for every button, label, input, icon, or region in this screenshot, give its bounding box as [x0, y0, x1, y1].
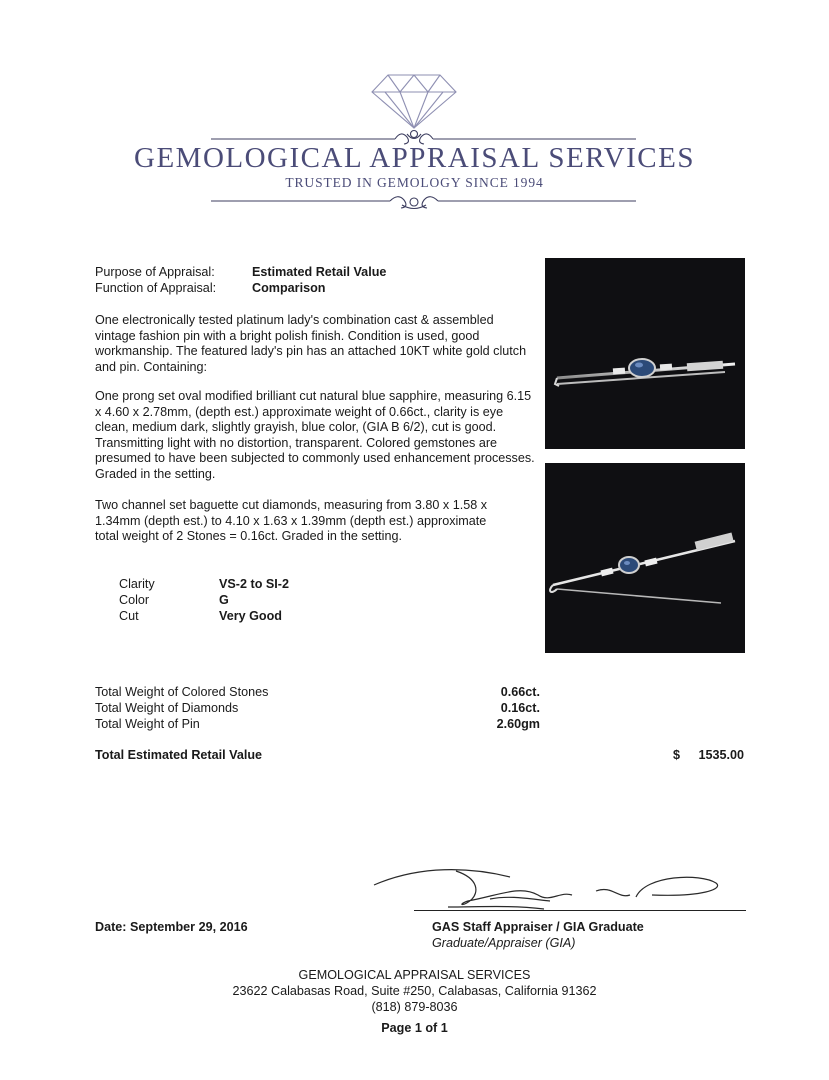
diamond-description: Two channel set baguette cut diamonds, measuring from 3.80 x 1.58 x 1.34mm (depth est.) to 4.10 x 1.63 x 1.39mm (depth est.) approximate total weight of 2 Stones = 0.16ct. Graded in the setting.	[95, 498, 488, 544]
grading-value: VS-2 to SI-2	[219, 577, 289, 591]
grading-label: Color	[119, 593, 150, 607]
weight-label: Total Weight of Diamonds	[95, 701, 239, 715]
diamond-icon	[372, 75, 456, 128]
total-label: Total Estimated Retail Value	[95, 748, 263, 762]
grading-value: Very Good	[219, 609, 282, 623]
company-name: GEMOLOGICAL APPRAISAL SERVICES	[134, 142, 695, 174]
bottom-flourish	[211, 197, 636, 209]
function-value: Comparison	[252, 281, 326, 295]
signature-line	[414, 910, 746, 911]
jewelry-photo	[545, 258, 745, 449]
appraiser-title: GAS Staff Appraiser / GIA Graduate	[432, 920, 644, 934]
weight-value: 0.66ct.	[500, 685, 540, 699]
footer-address: 23622 Calabasas Road, Suite #250, Calabasas, California 91362	[232, 984, 597, 998]
purpose-value: Estimated Retail Value	[252, 265, 387, 279]
footer-phone: (818) 879-8036	[371, 1000, 458, 1014]
signature	[360, 855, 750, 915]
grading-label: Cut	[119, 609, 139, 623]
pin-image	[545, 258, 745, 449]
total-value: 1535.00	[698, 748, 744, 762]
appraiser-subtitle: Graduate/Appraiser (GIA)	[432, 936, 576, 950]
function-label: Function of Appraisal:	[95, 281, 217, 295]
weight-label: Total Weight of Pin	[95, 717, 200, 731]
footer-company: GEMOLOGICAL APPRAISAL SERVICES	[298, 968, 531, 982]
purpose-label: Purpose of Appraisal:	[95, 265, 215, 279]
appraisal-date: Date: September 29, 2016	[95, 920, 248, 934]
jewelry-photo	[545, 463, 745, 653]
company-tagline: TRUSTED IN GEMOLOGY SINCE 1994	[285, 175, 544, 190]
grading-label: Clarity	[119, 577, 155, 591]
weight-label: Total Weight of Colored Stones	[95, 685, 269, 699]
pin-image	[545, 463, 745, 653]
currency-symbol: $	[673, 748, 681, 762]
weight-value: 0.16ct.	[500, 701, 540, 715]
grading-value: G	[219, 593, 229, 607]
sapphire-description: One prong set oval modified brilliant cut natural blue sapphire, measuring 6.15 x 4.60 x 2.78mm, (depth est.) approximate weight of 0.66ct., clarity is eye clean, medium dark, slightly grayish, blue color, (GIA B 6/2), cut is good. Transmitting light with no distortion, transparent. Colored gemstones are presumed to have been subjected to commonly used enhancement processes. Graded in the setting.	[95, 389, 535, 481]
item-description: One electronically tested platinum lady's combination cast & assembled vintage fashion pin with a bright polish finish. Condition is used, good workmanship. The featured lady's pin has an attached 10KT white gold clutch and pin. Containing:	[95, 313, 527, 374]
page-number: Page 1 of 1	[381, 1021, 448, 1035]
weight-value: 2.60gm	[496, 717, 540, 731]
